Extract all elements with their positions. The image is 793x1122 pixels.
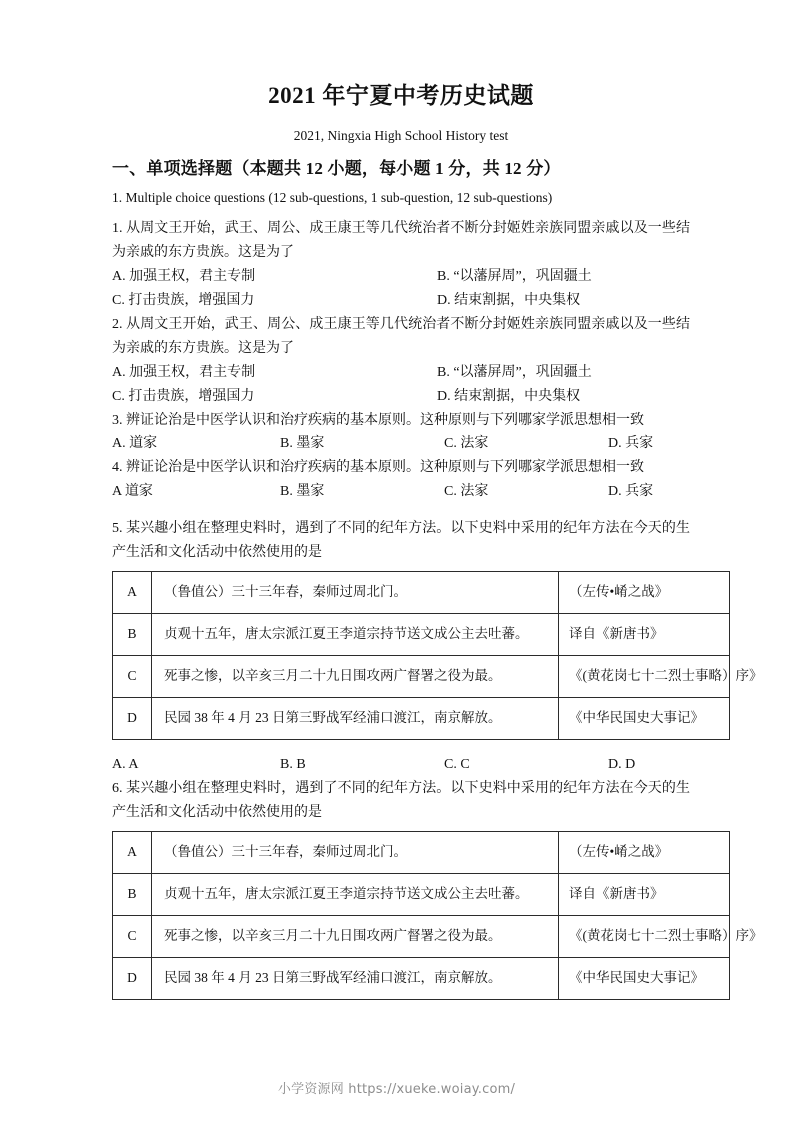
option-a[interactable]: A 道家 (112, 483, 153, 499)
option-b[interactable]: B. “以藩屏周”，巩固疆土 (437, 268, 592, 284)
table-row (113, 958, 730, 1000)
row-source: （左传•崤之战》 (559, 572, 730, 614)
row-text: 死事之惨，以辛亥三月二十九日围攻两广督署之役为最。 (152, 916, 559, 958)
section-subheading: 1. Multiple choice questions (12 sub-questions, 1 sub-question, 12 sub-questions) (112, 190, 553, 206)
question-stem: 2. 从周文王开始，武王、周公、成王康王等几代统治者不断分封姬姓亲族同盟亲戚以及一些结为亲戚的东方贵族。这是为了 (112, 316, 690, 356)
row-label: B (113, 874, 152, 916)
row-source: 译自《新唐书》 (559, 874, 730, 916)
row-source: 《中华民国史大事记》 (559, 698, 730, 740)
question-block-2 (112, 313, 690, 409)
row-text: （鲁值公）三十三年春，秦师过周北门。 (152, 832, 559, 874)
option-row (112, 385, 690, 409)
question-stem: 5. 某兴趣小组在整理史料时，遇到了不同的纪年方法。以下史料中采用的纪年方法在今天的生产生活和文化活动中依然使用的是 (112, 520, 690, 561)
row-text: 贞观十五年，唐太宗派江夏王李道宗持节送文成公主去吐蕃。 (152, 614, 559, 656)
document-content (112, 82, 763, 1000)
question-block-1 (112, 217, 690, 313)
option-a[interactable]: A. A (112, 757, 139, 773)
question-stem: 3. 辨证论治是中医学认识和治疗疾病的基本原则。这种原则与下列哪家学派思想相一致 (112, 412, 644, 428)
question-stem: 1. 从周文王开始，武王、周公、成王康王等几代统治者不断分封姬姓亲族同盟亲戚以及一些结为亲戚的东方贵族。这是为了 (112, 220, 690, 260)
option-row (112, 432, 690, 456)
question-block-4 (112, 456, 690, 504)
row-text: 民园 38 年 4 月 23 日第三野战军经浦口渡江，南京解放。 (152, 958, 559, 1000)
source-table-2 (112, 831, 763, 1000)
question-stem: 6. 某兴趣小组在整理史料时，遇到了不同的纪年方法。以下史料中采用的纪年方法在今天的生产生活和文化活动中依然使用的是 (112, 781, 690, 821)
option-a[interactable]: A. 道家 (112, 436, 158, 452)
option-row (112, 289, 690, 313)
spacer (112, 504, 690, 517)
source-table-1 (112, 571, 763, 740)
question-stem: 4. 辨证论治是中医学认识和治疗疾病的基本原则。这种原则与下列哪家学派思想相一致 (112, 460, 644, 476)
row-text: 贞观十五年，唐太宗派江夏王李道宗持节送文成公主去吐蕃。 (152, 874, 559, 916)
row-label: C (113, 656, 152, 698)
option-a[interactable]: A. 加强王权，君主专制 (112, 364, 256, 380)
option-b[interactable]: B. B (280, 757, 306, 773)
option-d[interactable]: D. 结束割据，中央集权 (437, 388, 581, 404)
option-c[interactable]: C. C (444, 757, 470, 773)
row-source: 译自《新唐书》 (559, 614, 730, 656)
row-source: 《(黄花岗七十二烈士事略）序》 (559, 916, 730, 958)
table-row (113, 916, 730, 958)
option-b[interactable]: B. 墨家 (280, 436, 325, 452)
spacer (112, 740, 690, 753)
question-block-3 (112, 409, 690, 457)
question-block-5 (112, 517, 763, 777)
row-label: C (113, 916, 152, 958)
row-label: D (113, 698, 152, 740)
table-row (113, 832, 730, 874)
page-subtitle: 2021, Ningxia High School History test (293, 127, 509, 143)
option-c[interactable]: C. 打击贵族，增强国力 (112, 388, 255, 404)
option-row (112, 361, 690, 385)
option-row (112, 265, 690, 289)
option-c[interactable]: C. 打击贵族，增强国力 (112, 292, 255, 308)
table-row (113, 698, 730, 740)
row-label: A (113, 832, 152, 874)
option-d[interactable]: D. 兵家 (608, 436, 654, 452)
row-label: A (113, 572, 152, 614)
option-d[interactable]: D. D (608, 757, 636, 773)
table-row (113, 614, 730, 656)
row-source: （左传•崤之战》 (559, 832, 730, 874)
option-row (112, 480, 690, 504)
section-heading: 一、单项选择题（本题共 12 小题，每小题 1 分，共 12 分） (112, 159, 561, 179)
option-c[interactable]: C. 法家 (444, 436, 489, 452)
page-title: 2021 年宁夏中考历史试题 (268, 83, 534, 108)
option-row (112, 753, 690, 777)
table-row (113, 572, 730, 614)
table-row (113, 656, 730, 698)
table-row (113, 874, 730, 916)
option-d[interactable]: D. 兵家 (608, 483, 654, 499)
row-source: 《(黄花岗七十二烈士事略）序》 (559, 656, 730, 698)
question-block-6 (112, 777, 763, 1000)
option-b[interactable]: B. 墨家 (280, 483, 325, 499)
row-text: 死事之惨，以辛亥三月二十九日围攻两广督署之役为最。 (152, 656, 559, 698)
row-text: （鲁值公）三十三年春，秦师过周北门。 (152, 572, 559, 614)
row-label: D (113, 958, 152, 1000)
option-c[interactable]: C. 法家 (444, 483, 489, 499)
option-a[interactable]: A. 加强王权，君主专制 (112, 268, 256, 284)
row-text: 民园 38 年 4 月 23 日第三野战军经浦口渡江，南京解放。 (152, 698, 559, 740)
row-source: 《中华民国史大事记》 (559, 958, 730, 1000)
footer-watermark: 小学资源网 https://xueke.woiay.com/ (277, 1082, 516, 1097)
row-label: B (113, 614, 152, 656)
option-b[interactable]: B. “以藩屏周”，巩固疆土 (437, 364, 592, 380)
option-d[interactable]: D. 结束割据，中央集权 (437, 292, 581, 308)
